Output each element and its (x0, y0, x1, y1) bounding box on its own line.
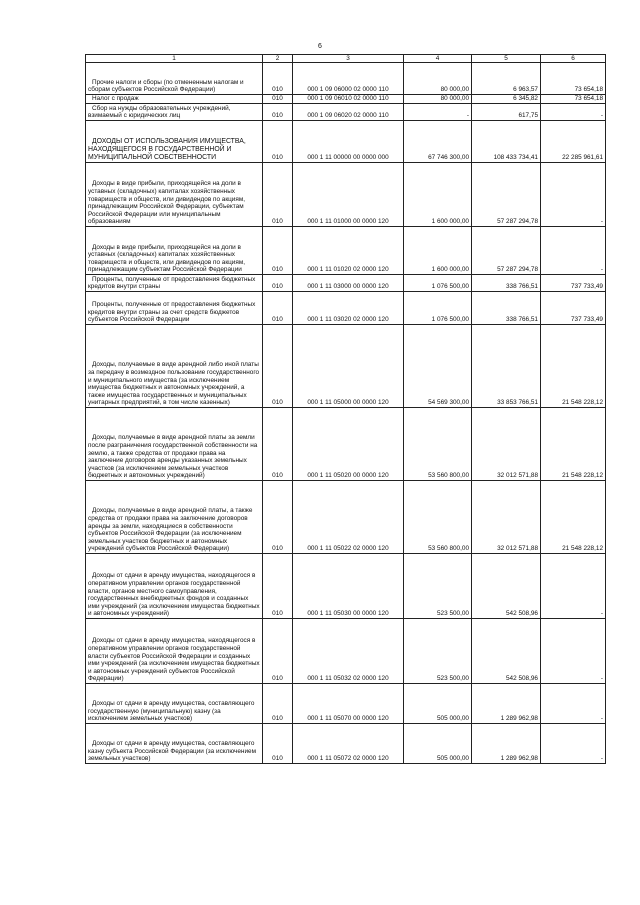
row-approved-cell: 523 500,00 (404, 554, 472, 619)
row-executed-cell: 6 345,82 (472, 95, 541, 104)
row-name-cell: Доходы, получаемые в виде арендной либо иной платы за передачу в возмездное пользование государственного и муниципального имущества (за исключением имущества бюджетных и автономных учреждений, а также имущества государственных и муниципальных унитарных предприятий, в том числе казенных) (86, 325, 263, 408)
row-approved-cell: 80 000,00 (404, 95, 472, 104)
row-executed-cell: 108 433 734,41 (472, 121, 541, 163)
row-executed-cell: 33 853 766,51 (472, 325, 541, 408)
row-budget-code-cell: 000 1 11 05022 02 0000 120 (293, 481, 404, 554)
row-unexecuted-cell: - (541, 724, 606, 764)
row-executed-cell: 32 012 571,88 (472, 481, 541, 554)
table-row (86, 292, 606, 325)
row-name-cell: ДОХОДЫ ОТ ИСПОЛЬЗОВАНИЯ ИМУЩЕСТВА, НАХОДЯЩЕГОСЯ В ГОСУДАРСТВЕННОЙ И МУНИЦИПАЛЬНОЙ СОБСТВЕННОСТИ (86, 121, 263, 163)
row-unexecuted-cell: - (541, 163, 606, 227)
column-header: 4 (404, 55, 472, 63)
row-budget-code-cell: 000 1 09 06020 02 0000 110 (293, 104, 404, 121)
table-row (86, 684, 606, 724)
table-row (86, 325, 606, 408)
row-approved-cell: 1 600 000,00 (404, 227, 472, 275)
row-executed-cell: 1 289 962,98 (472, 724, 541, 764)
table-row (86, 95, 606, 104)
row-approved-cell: 53 560 800,00 (404, 408, 472, 481)
row-unexecuted-cell: - (541, 227, 606, 275)
row-executed-cell: 6 963,57 (472, 63, 541, 95)
row-line-code-cell: 010 (263, 95, 293, 104)
row-budget-code-cell: 000 1 11 05020 00 0000 120 (293, 408, 404, 481)
row-approved-cell: 1 076 500,00 (404, 275, 472, 292)
row-executed-cell: 32 012 571,88 (472, 408, 541, 481)
row-line-code-cell: 010 (263, 724, 293, 764)
table-row (86, 724, 606, 764)
row-unexecuted-cell: 73 654,18 (541, 95, 606, 104)
row-budget-code-cell: 000 1 11 05032 02 0000 120 (293, 619, 404, 684)
row-line-code-cell: 010 (263, 227, 293, 275)
row-unexecuted-cell: 21 548 228,12 (541, 325, 606, 408)
row-approved-cell: 67 746 300,00 (404, 121, 472, 163)
row-budget-code-cell: 000 1 11 00000 00 0000 000 (293, 121, 404, 163)
row-approved-cell: 523 500,00 (404, 619, 472, 684)
row-line-code-cell: 010 (263, 63, 293, 95)
row-approved-cell: 505 000,00 (404, 684, 472, 724)
row-executed-cell: 338 766,51 (472, 292, 541, 325)
row-name-cell: Доходы от сдачи в аренду имущества, составляющего казну субъекта Российской Федерации (за исключением земельных участков) (86, 724, 263, 764)
row-budget-code-cell: 000 1 11 05070 00 0000 120 (293, 684, 404, 724)
row-unexecuted-cell: 73 654,18 (541, 63, 606, 95)
row-unexecuted-cell: 737 733,49 (541, 292, 606, 325)
row-approved-cell: 1 600 000,00 (404, 163, 472, 227)
row-name-cell: Доходы в виде прибыли, приходящейся на доли в уставных (складочных) капиталах хозяйственных товариществ и обществ, или дивидендов по акциям, принадлежащим Российской Федерации, субъектам Российской Федерации или муниципальным образованиям (86, 163, 263, 227)
row-name-cell: Доходы, получаемые в виде арендной платы за земли после разграничения государственной собственности на землю, а также средства от продажи права на заключение договоров аренды указанных земельных участков (за исключением земельных участков бюджетных и автономных учреждений) (86, 408, 263, 481)
table-row (86, 104, 606, 121)
row-unexecuted-cell: 22 285 961,61 (541, 121, 606, 163)
row-executed-cell: 542 508,96 (472, 619, 541, 684)
row-budget-code-cell: 000 1 09 06010 02 0000 110 (293, 95, 404, 104)
row-budget-code-cell: 000 1 11 03020 02 0000 120 (293, 292, 404, 325)
page-number: 6 (318, 43, 322, 50)
column-number-row (86, 55, 606, 63)
row-name-cell: Доходы от сдачи в аренду имущества, находящегося в оперативном управлении органов государственной власти, органов местного самоуправления, государственных внебюджетных фондов и созданных ими учреждений (за исключением имущества бюджетных и автономных учреждений) (86, 554, 263, 619)
row-line-code-cell: 010 (263, 684, 293, 724)
row-line-code-cell: 010 (263, 163, 293, 227)
row-approved-cell: 1 076 500,00 (404, 292, 472, 325)
row-unexecuted-cell: - (541, 554, 606, 619)
table-row (86, 63, 606, 95)
row-line-code-cell: 010 (263, 619, 293, 684)
row-budget-code-cell: 000 1 11 05000 00 0000 120 (293, 325, 404, 408)
row-line-code-cell: 010 (263, 292, 293, 325)
row-name-cell: Прочие налоги и сборы (по отмененным налогам и сборам субъектов Российской Федерации) (86, 63, 263, 95)
row-name-cell: Доходы от сдачи в аренду имущества, находящегося в оперативном управлении органов государственной власти субъектов Российской Федерации и созданных ими учреждений (за исключением имущества бюджетных и автономных учреждений субъектов Российской Федерации) (86, 619, 263, 684)
row-budget-code-cell: 000 1 11 01020 02 0000 120 (293, 227, 404, 275)
row-name-cell: Сбор на нужды образовательных учреждений, взимаемый с юридических лиц (86, 104, 263, 121)
row-name-cell: Доходы, получаемые в виде арендной платы, а также средства от продажи права на заключение договоров аренды за земли, находящиеся в собственности субъектов Российской Федерации (за исключением земельных участков бюджетных и автономных учреждений субъектов Российской Федерации) (86, 481, 263, 554)
row-executed-cell: 57 287 294,78 (472, 227, 541, 275)
row-budget-code-cell: 000 1 11 03000 00 0000 120 (293, 275, 404, 292)
row-line-code-cell: 010 (263, 275, 293, 292)
row-unexecuted-cell: - (541, 684, 606, 724)
column-header: 1 (86, 55, 263, 63)
row-approved-cell: 80 000,00 (404, 63, 472, 95)
table-row (86, 227, 606, 275)
row-approved-cell: - (404, 104, 472, 121)
row-approved-cell: 54 569 300,00 (404, 325, 472, 408)
row-name-cell: Доходы в виде прибыли, приходящейся на доли в уставных (складочных) капиталах хозяйственных товариществ и обществ, или дивидендов по акциям, принадлежащим субъектам Российской Федерации (86, 227, 263, 275)
column-header: 2 (263, 55, 293, 63)
row-budget-code-cell: 000 1 11 05030 00 0000 120 (293, 554, 404, 619)
row-line-code-cell: 010 (263, 104, 293, 121)
table-row (86, 619, 606, 684)
row-line-code-cell: 010 (263, 121, 293, 163)
row-name-cell: Налог с продаж (86, 95, 263, 104)
row-name-cell: Проценты, полученные от предоставления бюджетных кредитов внутри страны за счет средств бюджетов субъектов Российской Федерации (86, 292, 263, 325)
row-unexecuted-cell: 737 733,49 (541, 275, 606, 292)
row-unexecuted-cell: 21 548 228,12 (541, 408, 606, 481)
row-unexecuted-cell: 21 548 228,12 (541, 481, 606, 554)
row-budget-code-cell: 000 1 11 05072 02 0000 120 (293, 724, 404, 764)
row-approved-cell: 505 000,00 (404, 724, 472, 764)
row-executed-cell: 57 287 294,78 (472, 163, 541, 227)
row-line-code-cell: 010 (263, 481, 293, 554)
row-executed-cell: 338 766,51 (472, 275, 541, 292)
row-budget-code-cell: 000 1 09 06000 02 0000 110 (293, 63, 404, 95)
row-budget-code-cell: 000 1 11 01000 00 0000 120 (293, 163, 404, 227)
row-unexecuted-cell: - (541, 619, 606, 684)
table-row (86, 408, 606, 481)
column-header: 5 (472, 55, 541, 63)
revenue-table (85, 54, 606, 764)
table-row (86, 554, 606, 619)
row-executed-cell: 1 289 962,98 (472, 684, 541, 724)
row-line-code-cell: 010 (263, 325, 293, 408)
row-line-code-cell: 010 (263, 408, 293, 481)
table-row (86, 275, 606, 292)
row-executed-cell: 617,75 (472, 104, 541, 121)
table-row (86, 121, 606, 163)
row-line-code-cell: 010 (263, 554, 293, 619)
row-unexecuted-cell: - (541, 104, 606, 121)
row-executed-cell: 542 508,96 (472, 554, 541, 619)
column-header: 3 (293, 55, 404, 63)
table-row (86, 481, 606, 554)
row-name-cell: Проценты, полученные от предоставления бюджетных кредитов внутри страны (86, 275, 263, 292)
row-name-cell: Доходы от сдачи в аренду имущества, составляющего государственную (муниципальную) казну (за исключением земельных участков) (86, 684, 263, 724)
table-row (86, 163, 606, 227)
table-body (86, 63, 606, 764)
column-header: 6 (541, 55, 606, 63)
row-approved-cell: 53 560 800,00 (404, 481, 472, 554)
